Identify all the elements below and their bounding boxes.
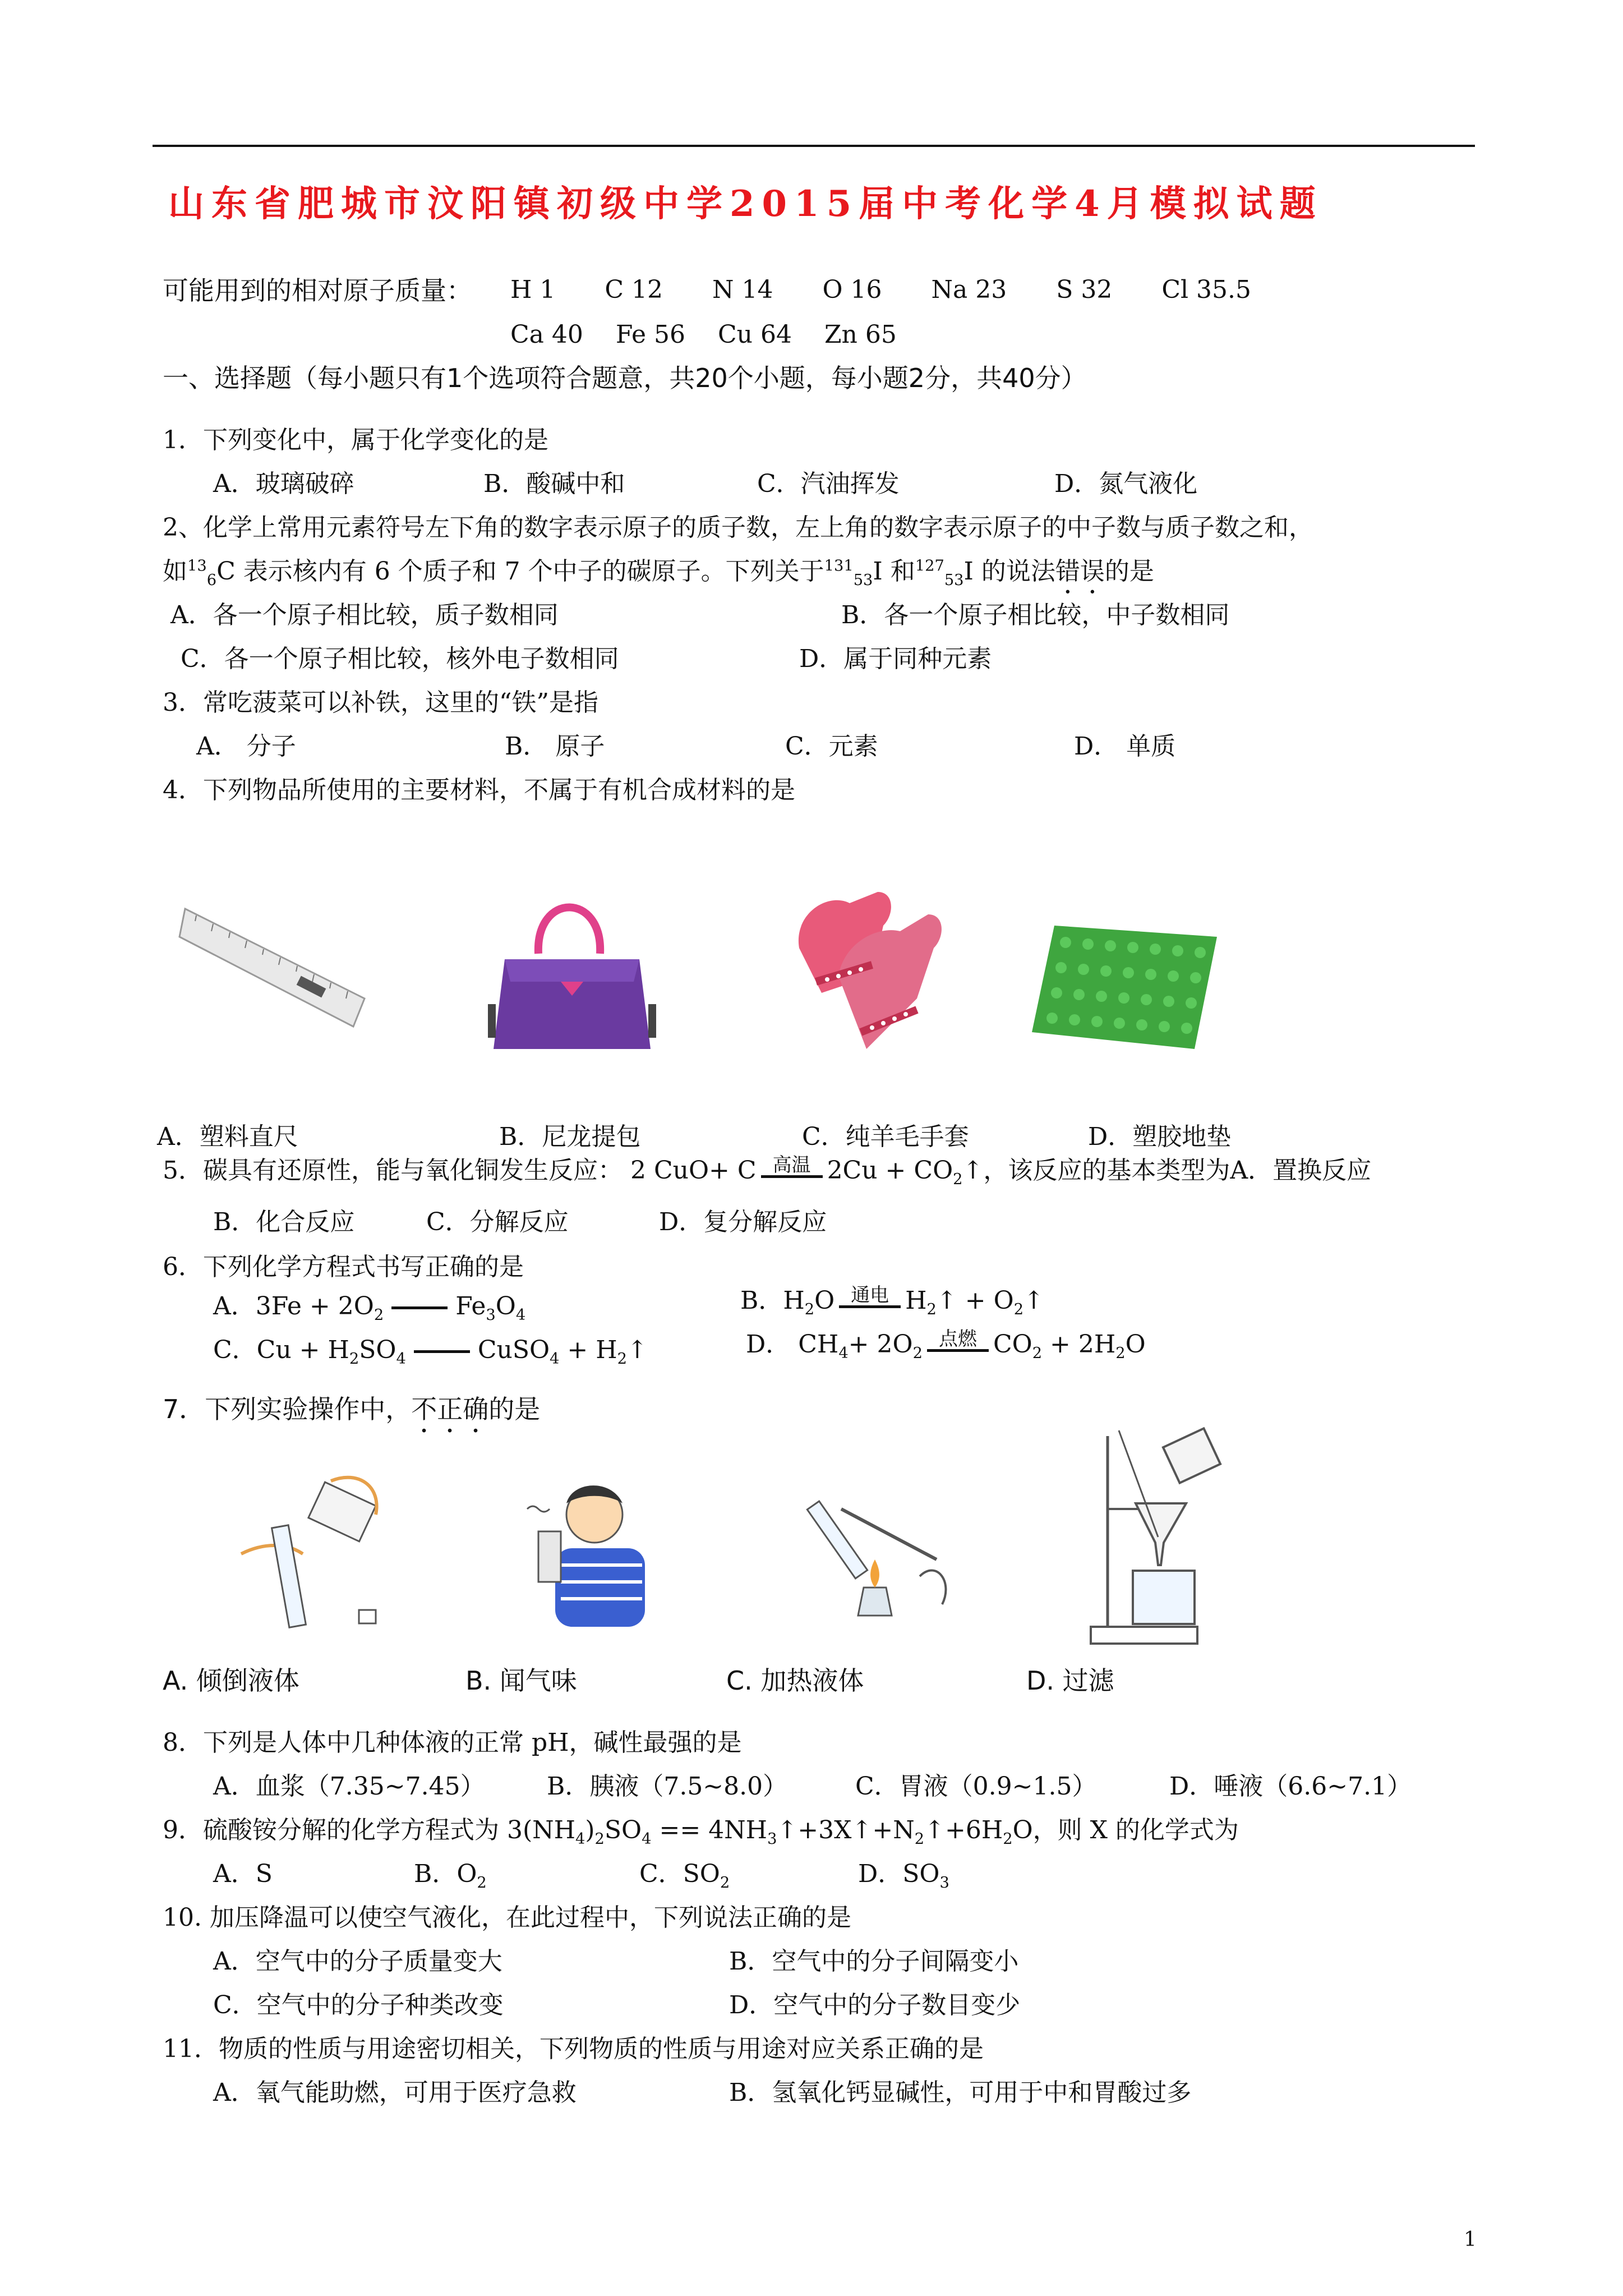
q2-option-a: A．各一个原子相比较，质子数相同 xyxy=(170,601,559,629)
q1-option-c: C．汽油挥发 xyxy=(757,470,900,498)
q7-option-c: C. 加热液体 xyxy=(726,1665,864,1696)
wool-gloves-image xyxy=(782,881,951,1066)
q1-option-d: D．氮气液化 xyxy=(1054,470,1198,498)
q2-option-c: C．各一个原子相比较，核外电子数相同 xyxy=(181,645,619,673)
q8-option-d: D．唾液（6.6~7.1） xyxy=(1169,1772,1412,1801)
q2-option-b: B．各一个原子相比较，中子数相同 xyxy=(841,601,1230,629)
filtration-image xyxy=(1085,1419,1231,1649)
q3-option-d: D． 单质 xyxy=(1074,732,1176,761)
q3-option-a: A． 分子 xyxy=(196,732,296,761)
q5-option-b: B．化合反应 xyxy=(213,1208,355,1236)
q11-stem: 11．物质的性质与用途密切相关，下列物质的性质与用途对应关系正确的是 xyxy=(163,2035,984,2063)
q8-option-b: B．胰液（7.5~8.0） xyxy=(547,1772,788,1801)
heating-liquid-image xyxy=(808,1475,965,1632)
q10-option-c: C．空气中的分子种类改变 xyxy=(213,1991,504,2019)
page-number: 1 xyxy=(1464,2228,1477,2251)
nylon-bag-image xyxy=(482,875,662,1060)
emphasis-wrong: 错误 xyxy=(1055,557,1105,586)
q6-option-b: B．$H_2O$ 通电 $H_2↑$ + $O_2↑$ xyxy=(740,1284,1044,1318)
q7-stem: 7．下列实验操作中，不正确的是 xyxy=(163,1394,541,1424)
pouring-liquid-image xyxy=(230,1470,393,1638)
q10-option-a: A．空气中的分子质量变大 xyxy=(213,1947,502,1976)
q7-option-d: D. 过滤 xyxy=(1026,1665,1114,1696)
q3-option-b: B． 原子 xyxy=(505,732,605,761)
q2-option-d: D．属于同种元素 xyxy=(799,645,992,673)
atomic-mass-label: 可能用到的相对原子质量： xyxy=(163,275,472,306)
rubber-mat-image xyxy=(1032,920,1217,1055)
q8-option-c: C．胃液（0.9~1.5） xyxy=(855,1772,1097,1801)
q5-option-d: D．复分解反应 xyxy=(659,1208,827,1236)
section-heading: 一、选择题（每小题只有1个选项符合题意，共20个小题，每小题2分，共40分） xyxy=(163,363,1087,393)
header-rule xyxy=(153,145,1475,147)
q6-option-a: A．$3Fe + 2O_2$ $Fe_3O_4$ xyxy=(213,1292,526,1324)
smelling-gas-image xyxy=(516,1470,656,1632)
q4-option-c: C．纯羊毛手套 xyxy=(802,1122,969,1151)
q2-line2: 如$^{13}_6$C 表示核内有 6 个质子和 7 个中子的碳原子。下列关于$^{131}_{53}$I 和$^{127}_{53}$I 的说法错误的是 xyxy=(163,557,1154,589)
q2-line1: 2、化学上常用元素符号左下角的数字表示原子的质子数，左上角的数字表示原子的中子数与质子数之和， xyxy=(163,513,1313,542)
q3-stem: 3．常吃菠菜可以补铁，这里的“铁”是指 xyxy=(163,688,598,717)
q9-stem: 9．硫酸铵分解的化学方程式为 $3(NH_4)_2SO_4$ == $4NH_3↑+3X↑+N_2↑+6H_2O$，则 X 的化学式为 xyxy=(163,1816,1239,1848)
q1-stem: 1．下列变化中，属于化学变化的是 xyxy=(163,426,548,454)
q9-option-a: A．S xyxy=(213,1860,273,1888)
q4-option-b: B．尼龙提包 xyxy=(499,1122,641,1151)
q4-stem: 4．下列物品所使用的主要材料，不属于有机合成材料的是 xyxy=(163,776,795,804)
q10-option-d: D．空气中的分子数目变少 xyxy=(729,1991,1021,2019)
page-title: 山东省肥城市汶阳镇初级中学2015届中考化学4月模拟试题 xyxy=(168,183,1323,225)
q11-option-a: A．氧气能助燃，可用于医疗急救 xyxy=(213,2078,577,2107)
atomic-mass-row1: H 1 C 12 N 14 O 16 Na 23 S 32 Cl 35.5 xyxy=(510,275,1252,304)
q4-option-d: D．塑胶地垫 xyxy=(1088,1122,1232,1151)
q7-option-a: A. 倾倒液体 xyxy=(163,1665,299,1696)
q10-option-b: B．空气中的分子间隔变小 xyxy=(729,1947,1019,1976)
q7-option-b: B. 闻气味 xyxy=(465,1665,577,1696)
q9-option-b: B．$O_2$ xyxy=(414,1860,487,1892)
q5-line1: 5．碳具有还原性，能与氧化铜发生反应： 2 CuO+ C 高温 $2Cu + CO_2↑$，该反应的基本类型为A．置换反应 xyxy=(163,1154,1372,1188)
q5-option-c: C．分解反应 xyxy=(426,1208,569,1236)
q11-option-b: B．氢氧化钙显碱性，可用于中和胃酸过多 xyxy=(729,2078,1192,2107)
q6-option-c: C．$Cu + H_2SO_4$ CuSO$_4$ + $H_2↑$ xyxy=(213,1336,648,1368)
q9-option-c: C．$SO_2$ xyxy=(639,1860,730,1892)
q3-option-c: C．元素 xyxy=(785,732,878,761)
q1-option-a: A．玻璃破碎 xyxy=(213,470,354,498)
q10-stem: 10. 加压降温可以使空气液化，在此过程中，下列说法正确的是 xyxy=(163,1903,851,1932)
q4-option-a: A．塑料直尺 xyxy=(157,1122,298,1151)
ruler-image xyxy=(179,886,370,1055)
atomic-mass-row2: Ca 40 Fe 56 Cu 64 Zn 65 xyxy=(510,320,897,349)
q8-stem: 8．下列是人体中几种体液的正常 pH，碱性最强的是 xyxy=(163,1728,742,1757)
q9-option-d: D．$SO_3$ xyxy=(858,1860,949,1892)
q6-stem: 6．下列化学方程式书写正确的是 xyxy=(163,1253,524,1281)
q6-option-d: D． $CH_4+ 2O_2$ 点燃 $CO_2 + 2H_2O$ xyxy=(746,1328,1146,1362)
q8-option-a: A．血浆（7.35~7.45） xyxy=(213,1772,485,1801)
q1-option-b: B．酸碱中和 xyxy=(483,470,625,498)
